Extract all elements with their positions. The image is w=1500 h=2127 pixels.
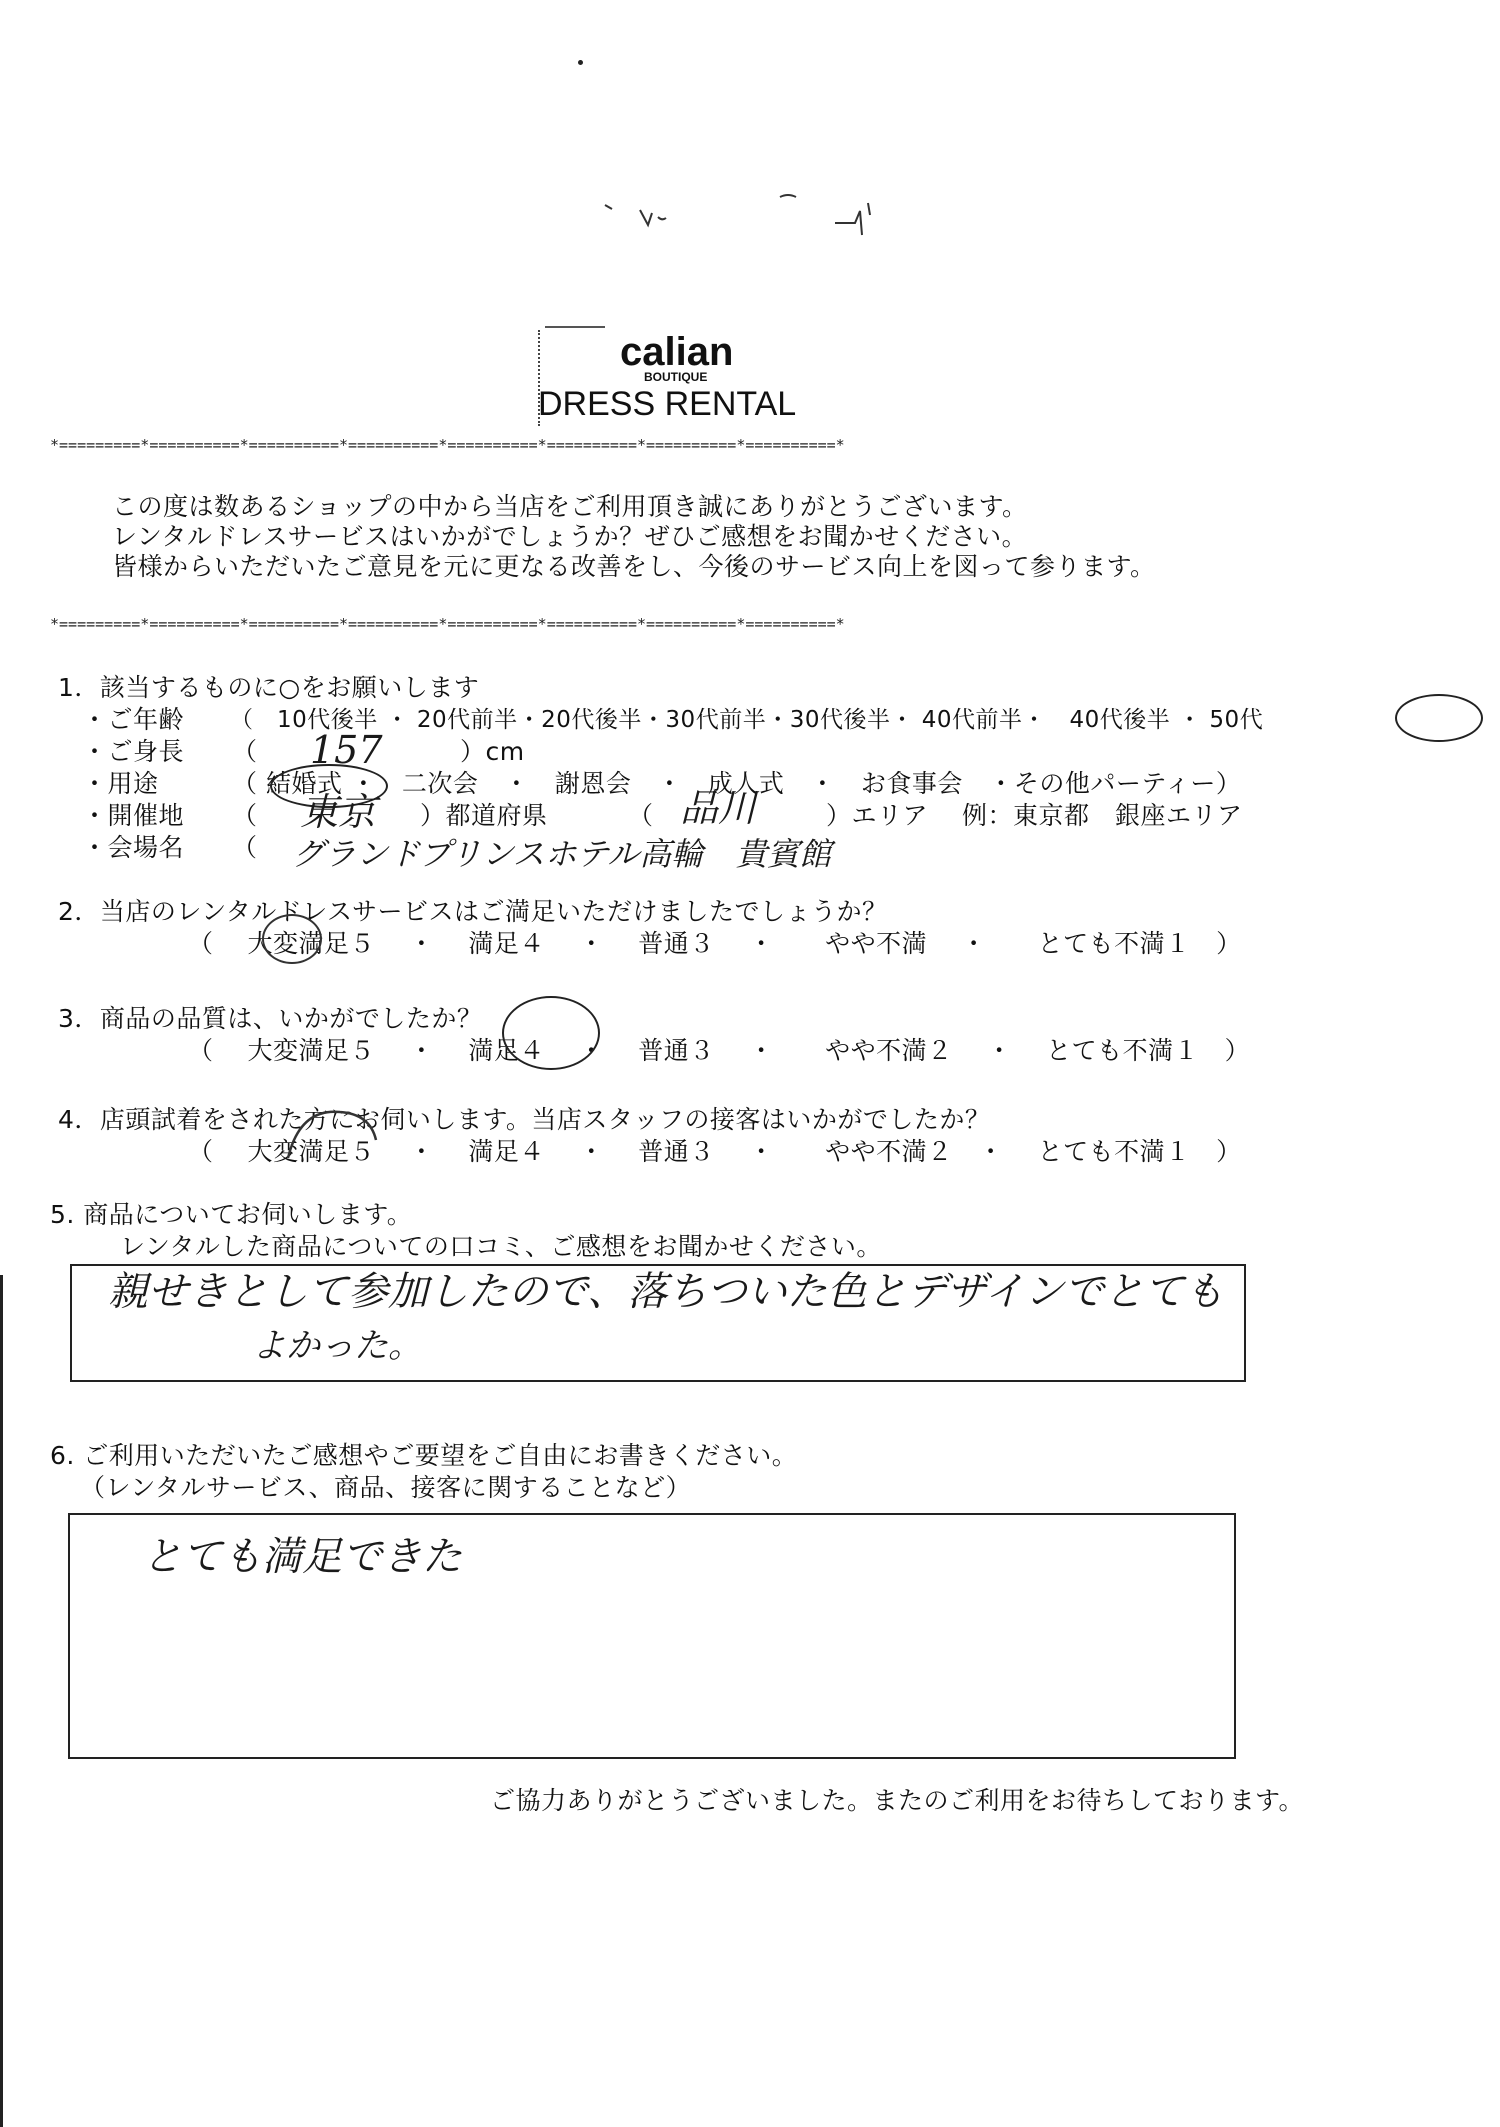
scan-left-edge (0, 1275, 3, 2127)
q1-hall-label: ・会場名 (82, 833, 185, 862)
q5-answer-line-1: 親せきとして参加したので、落ちついた色とデザインでとても (108, 1269, 1224, 1315)
q1-age-options: （ 10代後半 ・ 20代前半・20代後半・30代前半・30代後半・ 40代前半・ 40代後半 ・ 50代 (230, 707, 1264, 733)
q1-venue-pref-suffix: ）都道府県 (420, 801, 548, 830)
logo-top-mark (545, 326, 605, 328)
q1-venue-pref-value: 東京 (300, 790, 377, 834)
q1-venue-area-value: 品川 (680, 786, 757, 830)
q1-height-label: ・ご身長 (82, 737, 185, 766)
q2-title: 2．当店のレンタルドレスサービスはご満足いただけましたでしょうか？ (58, 897, 888, 926)
scan-faint-marks (600, 185, 900, 245)
brand-sub: BOUTIQUE (644, 370, 708, 384)
q1-age-label: ・ご年齢 (82, 705, 185, 734)
intro-line-1: この度は数あるショップの中から当店をご利用頂き誠にありがとうございます。 (112, 492, 1028, 521)
q1-height-open: （ (232, 737, 258, 766)
q3-selection-circle (502, 996, 600, 1070)
scan-speck (578, 60, 583, 65)
q6-title: 6. ご利用いただいたご感想やご要望をご自由にお書きください。 (50, 1441, 798, 1470)
q4-title: 4．店頭試着をされた方にお伺いします。当店スタッフの接客はいかがでしたか？ (58, 1105, 991, 1134)
q1-title: 1．該当するものに○をお願いします (58, 673, 480, 702)
q5-subtitle: レンタルした商品についての口コミ、ご感想をお聞かせください。 (120, 1232, 882, 1261)
q3-options: （ 大変満足５ ・ 満足４ ・ 普通３ ・ やや不満２ ・ とても不満１ ） (188, 1036, 1251, 1065)
q4-pen-stroke (280, 1098, 400, 1172)
q1-height-unit: ）cm (460, 737, 525, 766)
q1-height-value: 157 (310, 728, 383, 772)
q6-subtitle: （レンタルサービス、商品、接客に関することなど） (80, 1473, 692, 1502)
q6-answer: とても満足できた (142, 1534, 462, 1580)
q1-hall-value: グランドプリンスホテル高輪 貴賓館 (292, 835, 832, 873)
q1-usage-label: ・用途 (82, 769, 159, 798)
q1-hall-open: （ (232, 833, 258, 862)
q1-venue-area-open: （ (628, 801, 654, 830)
top-divider: *=========*==========*==========*==========*==========*==========*==========*==========* (50, 436, 845, 454)
q5-title: 5. 商品についてお伺いします。 (50, 1200, 413, 1229)
q1-venue-area-suffix: ）エリア 例：東京都 銀座エリア (826, 801, 1243, 830)
q5-answer-line-2: よかった。 (252, 1326, 422, 1366)
q2-options: （ 大変満足５ ・ 満足４ ・ 普通３ ・ やや不満 ・ とても不満１ ） (188, 929, 1242, 958)
intro-line-2: レンタルドレスサービスはいかがでしょうか？ぜひご感想をお聞かせください。 (112, 522, 1028, 551)
q5-answer-box (70, 1264, 1246, 1382)
age-selection-circle (1395, 694, 1483, 742)
q1-usage-options: （ 結婚式 ・ 二次会 ・ 謝恩会 ・ 成人式 ・ お食事会 ・その他パーティー） (232, 769, 1242, 798)
brand-service: DRESS RENTAL (538, 385, 797, 423)
q6-answer-box (68, 1513, 1236, 1759)
brand-name: calian (620, 330, 734, 374)
footer-thanks: ご協力ありがとうございました。またのご利用をお待ちしております。 (490, 1786, 1305, 1815)
q1-venue-open: （ (232, 801, 258, 830)
q2-selection-circle (262, 914, 322, 964)
q4-options: （ 大変満足５ ・ 満足４ ・ 普通３ ・ やや不満２ ・ とても不満１ ） (188, 1137, 1242, 1166)
q3-title: 3．商品の品質は、いかがでしたか？ (58, 1004, 483, 1033)
logo-corner-mark (538, 330, 554, 426)
bottom-divider: *=========*==========*==========*==========*==========*==========*==========*==========* (50, 615, 845, 633)
intro-line-3: 皆様からいただいたご意見を元に更なる改善をし、今後のサービス向上を図って参ります。 (112, 552, 1156, 581)
q1-venue-label: ・開催地 (82, 801, 185, 830)
